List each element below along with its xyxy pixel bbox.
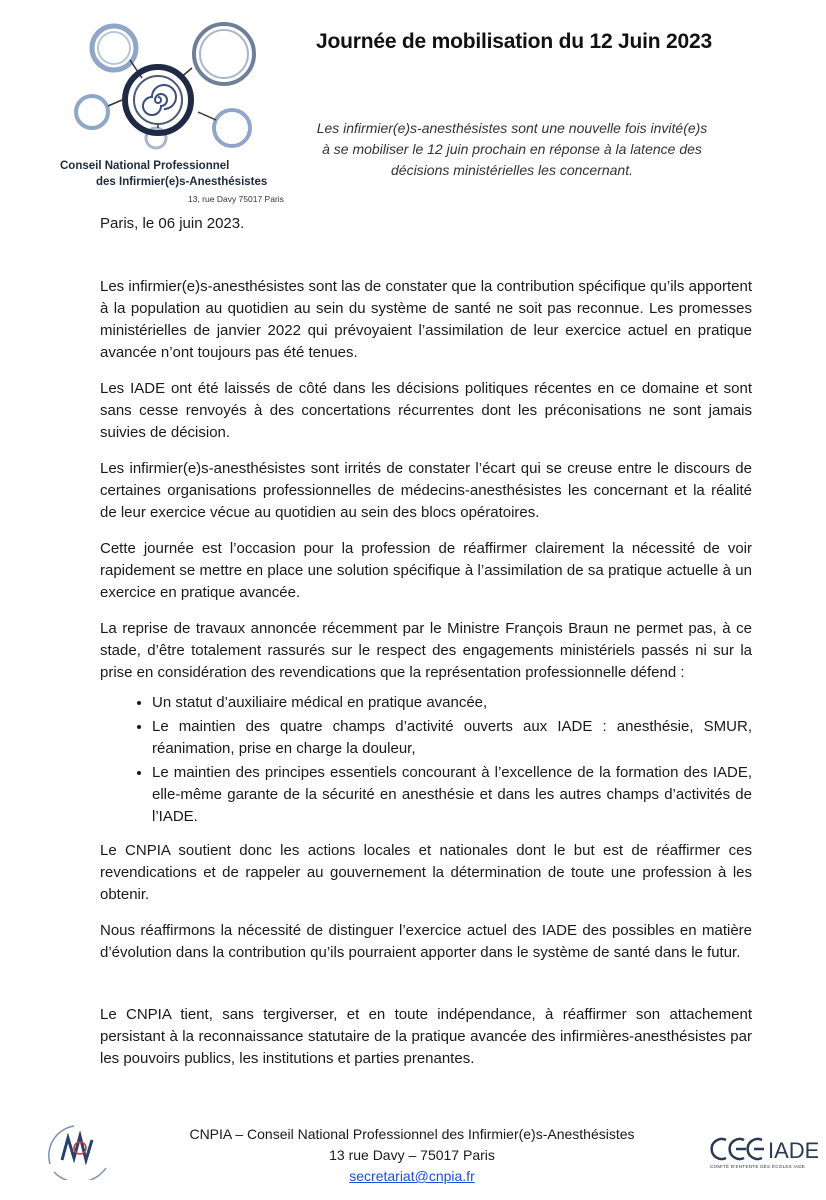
paragraph: Les infirmier(e)s-anesthésistes sont las de constater que la contribution spécifique qu’ils apportent à la population au quotidien au sein du système de santé ne soit pas reconnue. Les promesses ministérielles de janvier 2022 qui prévoyaient l’assimilation de leur exercice actuel en pratique avancée n’ont toujours pas été tenues. [100, 278, 752, 361]
footer-org: CNPIA – Conseil National Professionnel des Infirmier(e)s-Anesthésistes [189, 1126, 635, 1142]
date-line: Paris, le 06 juin 2023. [100, 215, 245, 232]
footer-address: 13 rue Davy – 75017 Paris [329, 1147, 495, 1163]
ceeiade-logo-icon [710, 1134, 818, 1164]
footer [180, 1124, 644, 1187]
paragraph: Le CNPIA tient, sans tergiverser, et en toute indépendance, à réaffirmer son attachement persistant à la reconnaissance statutaire de la pratique avancée des infirmières-anesthésistes par les pouvoirs publics, les institutions et parties prenantes. [100, 1006, 752, 1067]
ceeiade-logo [710, 1134, 818, 1178]
cnpia-logo [52, 20, 292, 210]
paragraph: Les infirmier(e)s-anesthésistes sont irrités de constater l’écart qui se creuse entre le discours de certaines organisations professionnelles de médecins-anesthésistes les concernant et la réalité de leur exercice vécue au quotidien au sein des blocs opératoires. [100, 460, 752, 521]
paragraph: Le CNPIA soutient donc les actions locales et nationales dont le but est de réaffirmer ces revendications et de rappeler au gouvernement la détermination de toute une profession à les obtenir. [100, 842, 752, 903]
paragraph: Cette journée est l’occasion pour la profession de réaffirmer clairement la nécessité de voir rapidement se mettre en place une solution spécifique à l’assimilation de sa pratique actuelle à un exercice en pratique avancée. [100, 540, 752, 601]
page-title: Journée de mobilisation du 12 Juin 2023 [316, 30, 712, 53]
snia-logo-icon [40, 1120, 115, 1180]
logo-org-line1: Conseil National Professionnel [60, 160, 230, 172]
concentric-circles-logo-icon [52, 20, 292, 160]
snia-logo [40, 1120, 115, 1180]
list-item: • Le maintien des principes essentiels concourant à l’excellence de la formation des IADE, elle-même garante de la sécurité en anesthésie et dans les autres champs d’activités de l’IADE. [152, 762, 752, 828]
paragraph: Nous réaffirmons la nécessité de distinguer l’exercice actuel des IADE des possibles en matière d’évolution dans la contribution qu’ils pourraient apporter dans le système de santé dans le futur. [100, 922, 752, 961]
logo-org-line2: des Infirmier(e)s-Anesthésistes [96, 176, 268, 188]
paragraph: La reprise de travaux annoncée récemment par le Ministre François Braun ne permet pas, à ce stade, d’être totalement rassurés sur le respect des engagements ministériels passés ni sur la prise en considération des revendications que la représentation professionnelle défend : [100, 620, 752, 681]
ceeiade-wordmark: IADE [768, 1138, 818, 1163]
logo-address: 13, rue Davy 75017 Paris [188, 194, 284, 204]
demands-list [100, 692, 752, 828]
footer-email-link[interactable]: secretariat@cnpia.fr [349, 1168, 475, 1184]
list-item: • Un statut d’auxiliaire médical en pratique avancée, [152, 692, 752, 714]
paragraph: Les IADE ont été laissés de côté dans les décisions politiques récentes en ce domaine et sont sans cesse renvoyés à des concertations récurrentes dont les préconisations ne sont jamais suivies de décision. [100, 380, 752, 441]
ceeiade-subtitle: COMITÉ D'ENTENTE DES ÉCOLES IADE [710, 1164, 806, 1169]
list-item: • Le maintien des quatre champs d’activité ouverts aux IADE : anesthésie, SMUR, réanimation, prise en charge la douleur, [152, 716, 752, 760]
lead-text: Les infirmier(e)s-anesthésistes sont une nouvelle fois invité(e)s à se mobiliser le 12 juin prochain en réponse à la latence des décisions ministérielles les concernant. [316, 120, 708, 178]
letter-body [100, 276, 752, 1084]
